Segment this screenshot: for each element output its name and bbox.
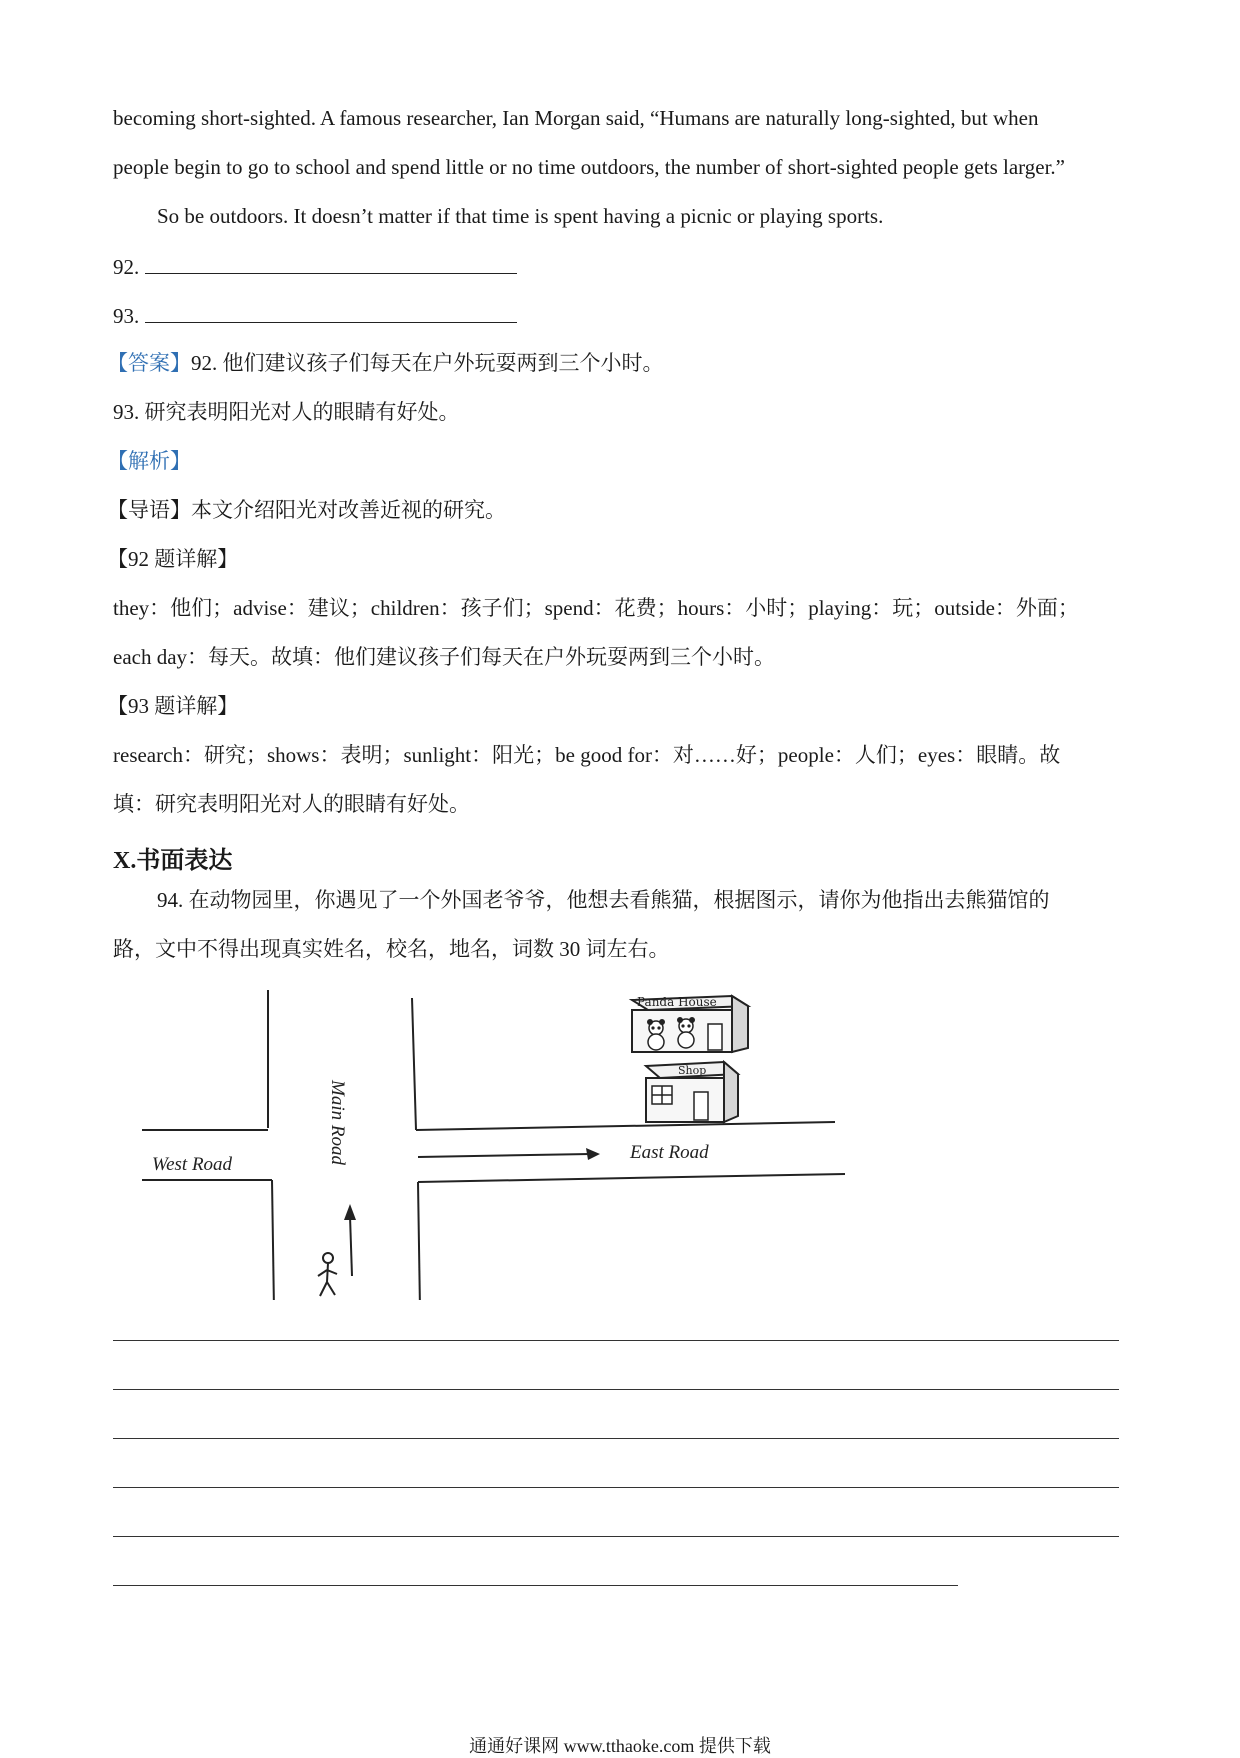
q93-detail-line-2: 填：研究表明阳光对人的眼睛有好处。 [113, 792, 470, 816]
answer-blank-92[interactable] [145, 255, 517, 274]
arrow-north-icon [344, 1204, 356, 1276]
answer-line-92 [107, 353, 664, 374]
question-93-number: 93. [113, 304, 140, 328]
shop-building [646, 1062, 738, 1122]
answer-93: 93. 研究表明阳光对人的眼睛有好处。 [113, 400, 460, 424]
q92-heading: 【92 题详解】 [107, 547, 239, 571]
writing-line[interactable] [113, 1585, 958, 1586]
walking-person-icon [318, 1253, 337, 1296]
panda-house-building [632, 995, 748, 1052]
section-title: X.书面表达 [113, 848, 233, 874]
question-92 [113, 255, 517, 278]
shop-window [652, 1086, 672, 1104]
arrow-east-icon [418, 1148, 600, 1160]
footer-watermark: 通通好课网 www.tthaoke.com 提供下载 [469, 1736, 771, 1756]
writing-line[interactable] [113, 1438, 1119, 1439]
panda-house-label: Panda House [637, 995, 717, 1009]
passage-line-2: people begin to go to school and spend little or no time outdoors, the number of short-sighted people gets larger.” [113, 155, 1066, 179]
q93-heading: 【93 题详解】 [107, 694, 239, 718]
passage-line-3: So be outdoors. It doesn’t matter if that time is spent having a picnic or playing sports. [157, 204, 884, 228]
analysis-intro: 【导语】本文介绍阳光对改善近视的研究。 [107, 498, 506, 522]
q92-detail-line-1: they：他们；advise：建议；children：孩子们；spend：花费；hours：小时；playing：玩；outside：外面； [113, 596, 1079, 620]
main-road-east-edge-lower [418, 1182, 420, 1300]
writing-line[interactable] [113, 1536, 1119, 1537]
answer-blank-93[interactable] [145, 304, 517, 323]
east-road-label: East Road [630, 1142, 709, 1163]
east-road-north-edge [416, 1122, 835, 1130]
analysis-tag: 【解析】 [107, 449, 191, 473]
passage-line-1: becoming short-sighted. A famous researcher, Ian Morgan said, “Humans are naturally long-sighted, but when [113, 106, 1039, 130]
question-92-number: 92. [113, 255, 140, 279]
main-road-label: Main Road [327, 1080, 348, 1165]
question-93 [113, 304, 517, 327]
q93-detail-line-1: research：研究；shows：表明；sunlight：阳光；be good for：对……好；people：人们；eyes：眼睛。故 [113, 743, 1061, 767]
answer-tag: 【答案】 [107, 351, 191, 375]
writing-prompt-line-2: 路，文中不得出现真实姓名，校名，地名，词数 30 词左右。 [113, 937, 670, 961]
map-diagram [130, 980, 850, 1300]
main-road-west-edge-lower [272, 1180, 274, 1300]
main-road-east-edge-upper [412, 998, 416, 1130]
east-road-south-edge [418, 1174, 845, 1182]
q92-detail-line-2: each day：每天。故填：他们建议孩子们每天在户外玩耍两到三个小时。 [113, 645, 776, 669]
shop-door [694, 1092, 708, 1120]
shop-label: Shop [678, 1064, 707, 1077]
panda-house-door [708, 1024, 722, 1050]
writing-prompt-line-1: 94. 在动物园里，你遇见了一个外国老爷爷，他想去看熊猫，根据图示，请你为他指出去熊猫馆的 [157, 888, 1050, 912]
writing-line[interactable] [113, 1389, 1119, 1390]
writing-line[interactable] [113, 1340, 1119, 1341]
answer-92: 92. 他们建议孩子们每天在户外玩耍两到三个小时。 [191, 351, 664, 375]
writing-line[interactable] [113, 1487, 1119, 1488]
west-road-label: West Road [152, 1154, 233, 1175]
